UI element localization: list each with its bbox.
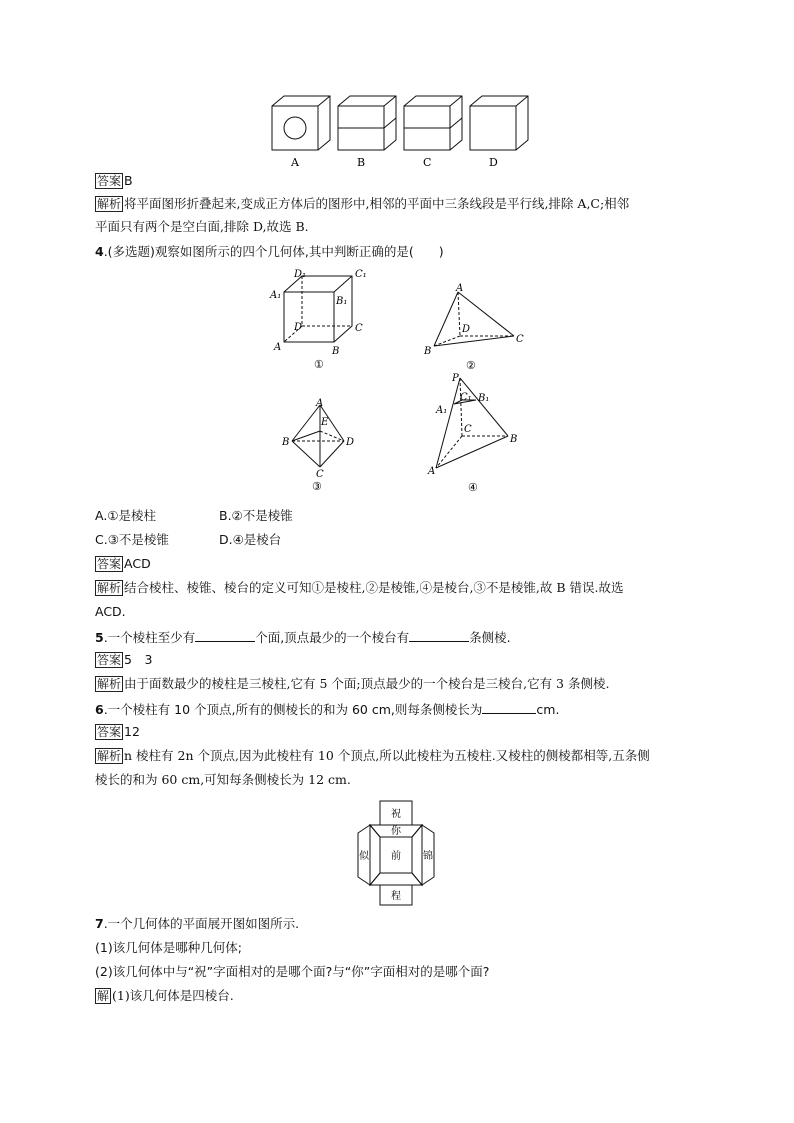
q4-answer: ACD	[124, 556, 151, 571]
svg-text:③: ③	[312, 480, 322, 493]
analysis-tag: 解析	[97, 749, 122, 763]
svg-text:C₁: C₁	[355, 269, 367, 280]
svg-text:B: B	[510, 434, 518, 445]
svg-text:C: C	[316, 469, 324, 480]
svg-text:A₁: A₁	[436, 405, 448, 416]
answer-tag: 答案	[97, 653, 122, 667]
q3-analysis-line1	[95, 196, 629, 212]
q4-analysis-line1: 解析 结合棱柱、棱锥、棱台的定义可知①是棱柱,②是棱锥,④是棱台,③不是棱锥,故 B 错误.故选	[97, 580, 624, 595]
analysis-tag: 解析	[97, 677, 122, 691]
q4-option-a: A.①是棱柱	[95, 508, 157, 523]
svg-text:D: D	[346, 437, 355, 448]
q6-analysis-line2: 棱长的和为 60 cm,可知每条侧棱长为 12 cm.	[95, 772, 351, 787]
q5-answer-line	[95, 652, 152, 668]
q5-blank-2	[409, 629, 469, 642]
q7-sub1: (1)该几何体是哪种几何体;	[95, 940, 242, 955]
q7-solution-line1: 解 (1)该几何体是四棱台.	[97, 988, 234, 1003]
svg-text:A₁: A₁	[270, 290, 282, 301]
analysis-tag: 解析	[97, 197, 122, 211]
figure-3-solid	[278, 397, 368, 493]
q4-option-d: D.④是棱台	[219, 532, 282, 547]
q5-blank-1	[195, 629, 255, 642]
svg-text:C: C	[355, 323, 363, 334]
q4-answer-line	[95, 556, 151, 572]
svg-text:A: A	[316, 398, 324, 409]
q4-analysis-line2: ACD.	[95, 604, 126, 619]
q5-analysis-line1: 解析 由于面数最少的棱柱是三棱柱,它有 5 个面;顶点最少的一个棱台是三棱台,它有 3 条侧棱.	[97, 676, 610, 691]
answer-tag: 答案	[97, 174, 122, 188]
figure-1-prism	[262, 268, 372, 372]
cube-label-b: B	[357, 156, 366, 169]
svg-text:B: B	[282, 437, 290, 448]
svg-text:B₁: B₁	[336, 296, 348, 307]
analysis-tag: 解析	[97, 581, 122, 595]
q7-stem: 7.一个几何体的平面展开图如图所示.	[95, 916, 300, 931]
q3-answer-line	[95, 173, 133, 189]
q4-option-b: B.②不是棱锥	[219, 508, 293, 523]
q3-analysis-text: 将平面图形折叠起来,变成正方体后的图形中,相邻的平面中三条线段是平行线,排除 A,C;相邻	[124, 196, 630, 211]
svg-text:C₁: C₁	[460, 392, 472, 403]
figure-2-pyramid	[420, 282, 530, 372]
svg-text:②: ②	[466, 359, 476, 372]
net-face-left: 似	[359, 851, 369, 862]
svg-text:A: A	[456, 283, 464, 294]
answer-tag: 答案	[97, 557, 122, 571]
svg-text:C: C	[464, 424, 472, 435]
svg-text:A: A	[428, 466, 436, 477]
cube-label-d: D	[489, 156, 498, 169]
svg-text:B₁: B₁	[478, 393, 490, 404]
net-figure	[354, 799, 438, 909]
cube-label-a: A	[291, 156, 299, 169]
svg-text:D₁: D₁	[294, 269, 307, 280]
q4-number: 4	[95, 244, 104, 259]
svg-text:C: C	[516, 334, 524, 345]
q4-option-c: C.③不是棱锥	[95, 532, 169, 547]
net-face-right: 锦	[423, 851, 433, 862]
net-face-bottom: 程	[391, 891, 401, 902]
q6-blank	[482, 701, 536, 714]
solution-tag: 解	[97, 989, 110, 1003]
q6-answer: 12	[124, 724, 140, 739]
q5-answer: 5 3	[124, 652, 153, 667]
svg-text:D: D	[294, 322, 303, 333]
svg-text:B: B	[424, 346, 432, 357]
cube-options-figure	[260, 92, 540, 174]
q3-analysis-line2: 平面只有两个是空白面,排除 D,故选 B.	[95, 219, 309, 234]
q3-answer: B	[124, 173, 133, 188]
svg-text:①: ①	[314, 358, 324, 371]
q7-sub2: (2)该几何体中与“祝”字面相对的是哪个面?与“你”字面相对的是哪个面?	[95, 964, 490, 979]
net-face-inner-top: 你	[391, 826, 401, 837]
figure-4-frustum	[424, 370, 534, 494]
q6-analysis-line1: 解析 n 棱柱有 2n 个顶点,因为此棱柱有 10 个顶点,所以此棱柱为五棱柱.又棱柱的侧棱都相等,五条侧	[97, 748, 650, 763]
svg-text:④: ④	[468, 481, 478, 494]
net-face-center: 前	[391, 851, 401, 862]
svg-text:B: B	[332, 346, 340, 357]
q4-stem: 4.(多选题)观察如图所示的四个几何体,其中判断正确的是( )	[95, 244, 444, 259]
svg-text:D: D	[462, 324, 471, 335]
q6-answer-line	[95, 724, 140, 740]
q5-stem: 5.一个棱柱至少有 个面,顶点最少的一个棱台有 条侧棱.	[95, 630, 511, 645]
q6-stem: 6.一个棱柱有 10 个顶点,所有的侧棱长的和为 60 cm,则每条侧棱长为 cm.	[95, 702, 560, 717]
svg-text:A: A	[274, 342, 282, 353]
cube-label-c: C	[423, 156, 432, 169]
answer-tag: 答案	[97, 725, 122, 739]
net-face-top: 祝	[391, 809, 401, 820]
svg-text:P: P	[452, 373, 459, 384]
svg-text:E: E	[321, 417, 329, 428]
